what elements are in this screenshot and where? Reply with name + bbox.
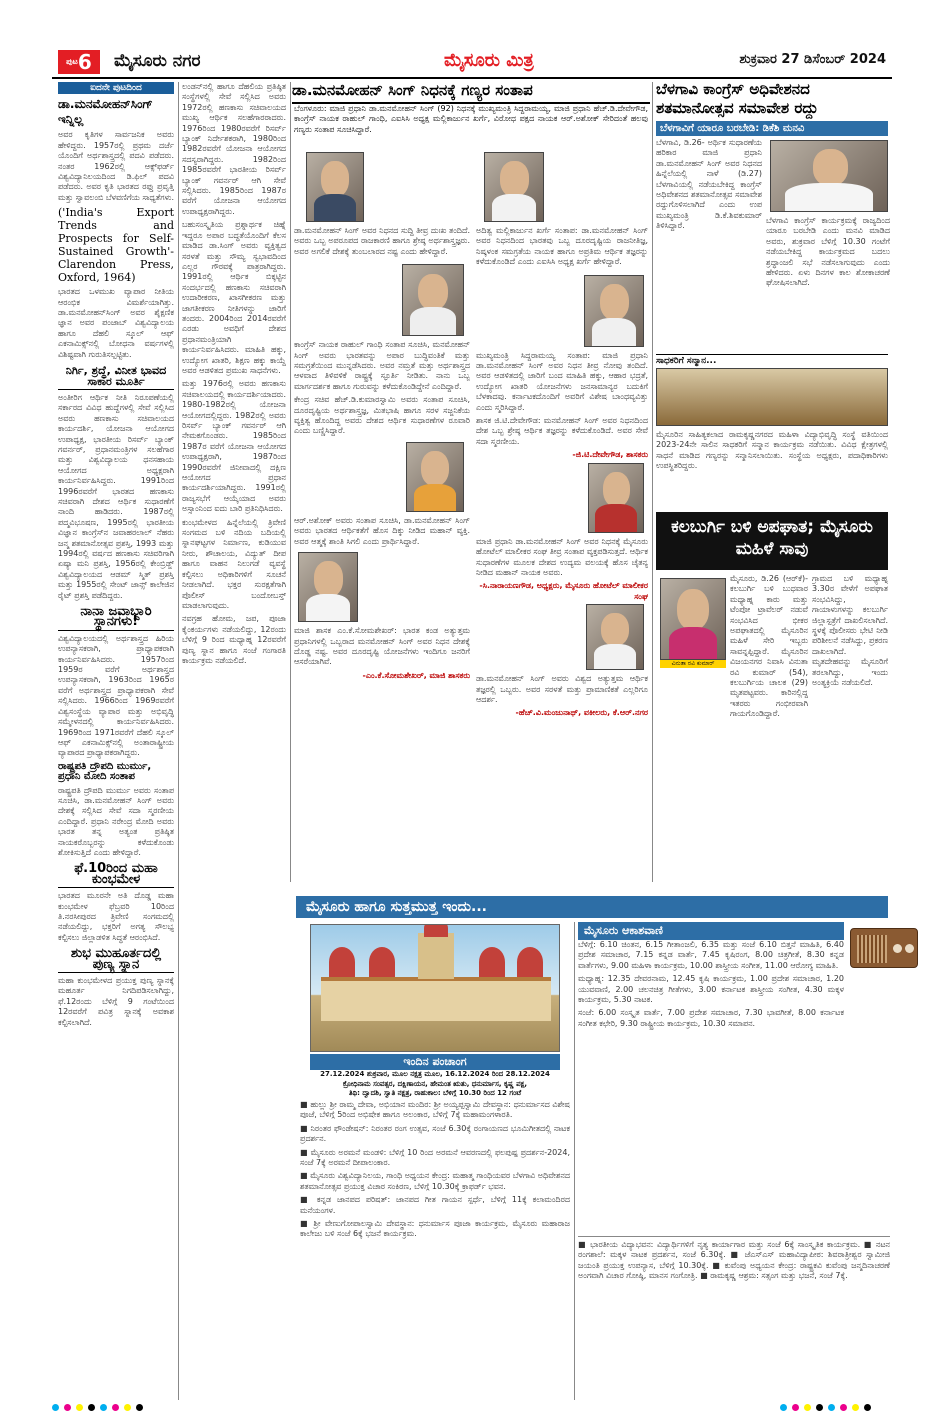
- continued-kicker: ಐದನೇ ಪುಟದಿಂದ: [58, 82, 174, 94]
- event-item: ■ ಮೈಸೂರು ಅರಮನೆ ಮಂಡಳಿ: ಬೆಳಿಗ್ಗೆ 10 ರಿಂದ ಅರಮನೆ ಆವರಣದಲ್ಲಿ ಫಲಪುಷ್ಪ ಪ್ರದರ್ಶನ-2024, ಸಂಜೆ 7ಕ್ಕೆ ಅರಮನೆ ದೀಪಾಲಂಕಾರ.: [300, 1147, 570, 1168]
- devegowda-condolence: ಡಾ.ಮನಮೋಹನ್ ಸಿಂಗ್ ಅವರ ನಿಧನದ ಸುದ್ದಿ ತೀವ್ರ ದುಃಖ ತಂದಿದೆ. ಅವರು ಒಬ್ಬ ಅಪರೂಪದ ರಾಜಕಾರಣಿ ಹಾಗೂ ಶ್ರೇಷ್ಠ ಅರ್ಥಶಾಸ್ತ್ರಜ್ಞರು. ಅವರ ಅಗಲಿಕೆ ದೇಶಕ್ಕೆ ತುಂಬಲಾರದ ನಷ್ಟ ಎಂದು ಹೇಳಿದ್ದಾರೆ.: [294, 226, 470, 256]
- radio-icon: [850, 928, 918, 968]
- photo-kharge: [484, 152, 544, 222]
- condolence-column-b: [476, 150, 648, 878]
- panchanga-details: [300, 1070, 570, 1099]
- holy-dip-paragraph: ಮಹಾ ಕುಂಭಮೇಳದ ಪ್ರಯುಕ್ತ ಪುಣ್ಯ ಸ್ನಾನಕ್ಕೆ ಮಹೂರ್ತ ನಿಗದಿಪಡಿಸಲಾಗಿದ್ದು, ಫೆ.12ರಂದು ಬೆಳಿಗ್ಗೆ 9 ಗಂಟೆಯಿಂದ 12ರವರೆಗೆ ಪವಿತ್ರ ಸ್ನಾನಕ್ಕೆ ಅವಕಾಶ ಕಲ್ಪಿಸಲಾಗಿದೆ.: [58, 976, 174, 1027]
- photo-victim: [660, 578, 726, 660]
- accident-paragraph-2: ಗ್ರಾಮದ ಬಳಿ ಮಧ್ಯಾಹ್ನ 3.30ರ ವೇಳೆಗೆ ಅಪಘಾತ ಸಂಭವಿಸಿದ್ದು, ಗಾಯಾಳುಗಳನ್ನು ಕಲಬುರ್ಗಿ ಜಿಲ್ಲಾಸ್ಪತ್ರೆಗೆ ದಾಖಲಿಸಲಾಗಿದೆ. ಸ್ಥಳಕ್ಕೆ ಪೊಲೀಸರು ಭೇಟಿ ನೀಡಿ ಪರಿಶೀಲನೆ ನಡೆಸಿದ್ದು, ಪ್ರಕರಣ ದಾಖಲಾಗಿದೆ. ಮೃತದೇಹವನ್ನು ಮೈಸೂರಿಗೆ ತರಲಾಗಿದ್ದು, ಇಂದು ಅಂತ್ಯಕ್ರಿಯೆ ನಡೆಯಲಿದೆ.: [812, 574, 888, 688]
- masthead: [52, 50, 892, 76]
- panchanga-title: ಇಂದಿನ ಪಂಚಾಂಗ: [310, 1054, 560, 1070]
- condolence-headline: ಡಾ.ಮನಮೋಹನ್ ಸಿಂಗ್ ನಿಧನಕ್ಕೆ ಗಣ್ಯರ ಸಂತಾಪ: [292, 80, 650, 104]
- somashekar-condolence: ಮಾಜಿ ಶಾಸಕ ಎಂ.ಕೆ.ಸೋಮಶೇಖರ್: ಭಾರತ ಕಂಡ ಅತ್ಯುತ್ತಮ ಪ್ರಧಾನಿಗಳಲ್ಲಿ ಒಬ್ಬರಾದ ಮನಮೋಹನ್ ಸಿಂಗ್ ಅವರ ನಿಧನ ದೇಶಕ್ಕೆ ದೊಡ್ಡ ನಷ್ಟ. ಅವರ ದೂರದೃಷ್ಟಿ ಯೋಜನೆಗಳು ಇಂದಿಗೂ ಜನರಿಗೆ ಆಸರೆಯಾಗಿವೆ.: [294, 626, 470, 667]
- book-title-quote: ('India's Export Trends and Prospects for Self-Sustained Growth'-Clarendon Press, Oxford, 1964): [58, 206, 174, 285]
- manjunath-condolence: ಡಾ.ಮನಮೋಹನ್ ಸಿಂಗ್ ಅವರು ವಿಶ್ವದ ಅತ್ಯುತ್ತಮ ಆರ್ಥಿಕ ತಜ್ಞರಲ್ಲಿ ಒಬ್ಬರು. ಅವರ ಸರಳತೆ ಮತ್ತು ಪ್ರಾಮಾಣಿಕತೆ ಎಲ್ಲರಿಗೂ ಆದರ್ಶ.: [476, 674, 648, 704]
- column-divider: [574, 922, 575, 1400]
- newspaper-name: ಮೈಸೂರು ಮಿತ್ರ: [444, 50, 534, 71]
- subheading-humility: ನಿರ್ಗಿ, ಶ್ರದ್ಧೆ, ವಿನೀತ ಭಾವದ ಸಾಕಾರ ಮೂರ್ತಿ: [58, 363, 174, 390]
- career-paragraph-3: ಮತ್ತು 1976ರಲ್ಲಿ ಅವರು ಹಣಕಾಸು ಸಚಿವಾಲಯದಲ್ಲಿ ಕಾರ್ಯದರ್ಶಿಯಾದರು. 1980-1982ರಲ್ಲಿ ಯೋಜನಾ ಆಯೋಗದಲ್ಲಿದ್ದರು. 1982ರಲ್ಲಿ ಅವರು ರಿಸರ್ವ್ ಬ್ಯಾಂಕ್ ಗವರ್ನರ್ ಆಗಿ ನೇಮಕಗೊಂಡರು. 1985ರಿಂದ 1987ರ ವರೆಗೆ ಯೋಜನಾ ಆಯೋಗದ ಉಪಾಧ್ಯಕ್ಷರಾಗಿ, 1987ರಿಂದ 1990ರವರೆಗೆ ಜಿನೀವಾದಲ್ಲಿ ದಕ್ಷಿಣ ಆಯೋಗದ ಪ್ರಧಾನ ಕಾರ್ಯದರ್ಶಿಯಾಗಿದ್ದರು. 1991ರಲ್ಲಿ ರಾಜ್ಯಸಭೆಗೆ ಆಯ್ಕೆಯಾದ ಅವರು ಅಸ್ಸಾಂನಿಂದ ಐದು ಬಾರಿ ಪ್ರತಿನಿಧಿಸಿದರು.: [182, 379, 286, 514]
- mysore-palace-image: [310, 924, 560, 1052]
- kumbhamela-headline: ಫೆ.10ರಿಂದ ಮಹಾ ಕುಂಭಮೇಳ: [58, 861, 174, 888]
- belagavi-column-b: [766, 216, 890, 350]
- akashvani-evening: ಸಂಜೆ: 6.00 ಸಂಸ್ಕೃತ ವಾರ್ತೆ, 7.00 ಪ್ರದೇಶ ಸಮಾಚಾರ, 7.30 ಭಾವಗೀತೆ, 8.00 ಕರ್ನಾಟಕ ಸಂಗೀತ ಕಛೇರಿ, 9.30 ರಾಷ್ಟ್ರೀಯ ಕಾರ್ಯಕ್ರಮ, 10.30 ಸಮಾಪನ.: [578, 1008, 844, 1028]
- condolence-lead: [294, 104, 648, 148]
- akashvani-morning: ಬೆಳಿಗ್ಗೆ: 6.10 ಚಿಂತನ, 6.15 ಗೀತಾಂಜಲಿ, 6.35 ಮತ್ತು ಸಂಜೆ 6.10 ಬಿತ್ತನೆ ಮಾಹಿತಿ, 6.40 ಪ್ರದೇಶ ಸಮಾಚಾರ, 7.15 ಕನ್ನಡ ವಾರ್ತೆ, 7.45 ಕೃಷಿರಂಗ, 8.00 ಚಿತ್ರಗೀತೆ, 8.30 ಕನ್ನಡ ವಾರ್ತೆಗಳು, 9.00 ಮಹಿಳಾ ಕಾರ್ಯಕ್ರಮ, 10.00 ಶಾಸ್ತ್ರೀಯ ಸಂಗೀತ, 11.00 ಆರೋಗ್ಯ ಮಾಹಿತಿ.: [578, 940, 844, 970]
- photo-somashekar: [298, 552, 358, 622]
- accident-paragraph-1: ಮೈಸೂರು, ಡಿ.26 (ಆರ್‌ಕೆ)- ಕಲಬುರ್ಗಿ ಬಳಿ ಬುಧವಾರ ಮಧ್ಯಾಹ್ನ ಕಾರು ಮತ್ತು ಟೆಂಪೋ ಟ್ರಾವೆಲರ್ ನಡುವೆ ಸಂಭವಿಸಿದ ಭೀಕರ ಅಪಘಾತದಲ್ಲಿ ಮೈಸೂರಿನ ಮಹಿಳೆ ಸೇರಿ ಇಬ್ಬರು ಸಾವನ್ನಪ್ಪಿದ್ದಾರೆ. ಮೈಸೂರಿನ ವಿಜಯನಗರ ನಿವಾಸಿ ವಿನುತಾ ರವಿ ಕುಮಾರ್ (54), ಕಲಬುರ್ಗಿಯ ಚಾಲಕ (29) ಮೃತಪಟ್ಟವರು. ಕಾರಿನಲ್ಲಿದ್ದ ಇತರರು ಗಂಭೀರವಾಗಿ ಗಾಯಗೊಂಡಿದ್ದಾರೆ.: [730, 574, 808, 719]
- accident-column-b: [812, 574, 888, 886]
- event-item: ■ ಹುಲ್ಲು ಶ್ರೀ ರಾಮ್ಮ ದೇವಾ, ಅಭಿಯಾನ ಮಂದಿರ: ಶ್ರೀ ಅಯ್ಯಪ್ಪಸ್ವಾಮಿ ದೇವಸ್ಥಾನ: ಧನುರ್ಮಾಸದ ವಿಶೇಷ ಪೂಜೆ, ಬೆಳಿಗ್ಗೆ 5ರಿಂದ ಅಭಿಷೇಕ ಹಾಗೂ ಅಲಂಕಾರ, ಬೆಳಿಗ್ಗೆ 7ಕ್ಕೆ ಮಹಾಮಂಗಳಾರತಿ.: [300, 1100, 570, 1120]
- obituary-headline: ಡಾ.ಮನಮೋಹನ್‌ಸಿಂಗ್ ಇನ್ನಿಲ್ಲ: [58, 97, 153, 127]
- event-item: ■ ನಿರಂತರ ಫೌಂಡೇಷನ್: ನಿರಂತರ ರಂಗ ಉತ್ಸವ, ಸಂಜೆ 6.30ಕ್ಕೆ ರಂಗಾಯಣದ ಭೂಮಿಗೀತದಲ್ಲಿ ನಾಟಕ ಪ್ರದರ್ಶನ.: [300, 1123, 570, 1144]
- registration-marks-right: [780, 1404, 871, 1412]
- condolence-column-a: [294, 150, 470, 878]
- akashvani-afternoon: ಮಧ್ಯಾಹ್ನ: 12.35 ದೇವರನಾಮ, 12.45 ಕೃಷಿ ಕಾರ್ಯಕ್ರಮ, 1.00 ಪ್ರದೇಶ ಸಮಾಚಾರ, 1.20 ಯುವವಾಣಿ, 2.00 ಚಲನಚಿತ್ರ ಗೀತೆಗಳು, 3.00 ಕರ್ನಾಟಕ ಶಾಸ್ತ್ರೀಯ ಸಂಗೀತ, 4.30 ಮಕ್ಕಳ ಕಾರ್ಯಕ್ರಮ, 5.30 ನಾಟಕ.: [578, 974, 844, 1005]
- column-1: [58, 82, 174, 1400]
- accident-column-a: [730, 574, 808, 886]
- belagavi-column-a: [656, 138, 762, 350]
- kumbhamela-paragraph: ಭಾರತದ ಮೂರನೇ ಅತಿ ದೊಡ್ಡ ಮಹಾ ಕುಂಭಮೇಳ ಫೆಬ್ರವರಿ 10ರಿಂದ ತಿ.ನರಸೀಪುರದ ತ್ರಿವೇಣಿ ಸಂಗಮದಲ್ಲಿ ನಡೆಯಲಿದ್ದು, ಭಕ್ತರಿಗೆ ಅಗತ್ಯ ಸೌಲಭ್ಯ ಕಲ್ಪಿಸಲು ಜಿಲ್ಲಾಡಳಿತ ಸಿದ್ಧತೆ ಆರಂಭಿಸಿದೆ.: [58, 891, 174, 942]
- victim-name-label: ವಿನುತಾ ರವಿ ಕುಮಾರ್: [660, 660, 726, 668]
- photo-felicitation-group: [656, 368, 888, 426]
- rahul-condolence: ಕಾಂಗ್ರೆಸ್ ನಾಯಕ ರಾಹುಲ್ ಗಾಂಧಿ ಸಂತಾಪ ಸೂಚಿಸಿ, ಮನಮೋಹನ್ ಸಿಂಗ್ ಅವರು ಭಾರತವನ್ನು ಅಪಾರ ಬುದ್ಧಿವಂತಿಕೆ ಮತ್ತು ಸಮಗ್ರತೆಯಿಂದ ಮುನ್ನಡೆಸಿದರು. ಅವರ ನಮ್ರತೆ ಮತ್ತು ಅರ್ಥಶಾಸ್ತ್ರದ ಆಳವಾದ ತಿಳಿವಳಿಕೆ ರಾಷ್ಟ್ರಕ್ಕೆ ಸ್ಫೂರ್ತಿ ನೀಡಿತು. ನಾನು ಒಬ್ಬ ಮಾರ್ಗದರ್ಶಕ ಹಾಗೂ ಗುರುವನ್ನು ಕಳೆದುಕೊಂಡಿದ್ದೇನೆ ಎಂದಿದ್ದಾರೆ.: [294, 340, 470, 391]
- kumbhamela-paragraph-2: ಕುಂಭಮೇಳದ ಹಿನ್ನೆಲೆಯಲ್ಲಿ ತ್ರಿವೇಣಿ ಸಂಗಮದ ಬಳಿ ನದಿಯ ಬದಿಯಲ್ಲಿ ಸ್ನಾನಘಟ್ಟಗಳ ನಿರ್ಮಾಣ, ಕುಡಿಯುವ ನೀರು, ಶೌಚಾಲಯ, ವಿದ್ಯುತ್ ದೀಪ ಹಾಗೂ ವಾಹನ ನಿಲುಗಡೆ ವ್ಯವಸ್ಥೆ ಕಲ್ಪಿಸಲು ಅಧಿಕಾರಿಗಳಿಗೆ ಸೂಚನೆ ನೀಡಲಾಗಿದೆ. ಭಕ್ತರ ಸುರಕ್ಷತೆಗಾಗಿ ಪೊಲೀಸ್ ಬಂದೋಬಸ್ತ್ ಮಾಡಲಾಗುವುದು.: [182, 517, 286, 610]
- event-item: ■ ಮೈಸೂರು ವಿಶ್ವವಿದ್ಯಾನಿಲಯ, ಗಾಂಧಿ ಅಧ್ಯಯನ ಕೇಂದ್ರ: ಮಹಾತ್ಮ ಗಾಂಧಿಯವರ ಬೆಳಗಾವಿ ಅಧಿವೇಶನದ ಶತಮಾನೋತ್ಸವ ಪ್ರಯುಕ್ತ ವಿಚಾರ ಸಂಕಿರಣ, ಬೆಳಿಗ್ಗೆ 10.30ಕ್ಕೆ ಕ್ರಾಫರ್ಡ್ ಭವನ.: [300, 1171, 570, 1191]
- narayanagowda-byline: -ಸಿ.ನಾರಾಯಣಗೌಡ, ಅಧ್ಯಕ್ಷರು, ಮೈಸೂರು ಹೋಟೆಲ್ ಮಾಲೀಕರ ಸಂಘ: [479, 581, 648, 601]
- belagavi-paragraph-1: ಬೆಳಗಾವಿ, ಡಿ.26- ಅರ್ಥಿಕ ಸುಧಾರಣೆಯ ಹರಿಕಾರ ಮಾಜಿ ಪ್ರಧಾನಿ ಡಾ.ಮನಮೋಹನ್ ಸಿಂಗ್ ಅವರ ನಿಧನದ ಹಿನ್ನೆಲೆಯಲ್ಲಿ ನಾಳೆ (ಡಿ.27) ಬೆಳಗಾವಿಯಲ್ಲಿ ನಡೆಯಬೇಕಿದ್ದ ಕಾಂಗ್ರೆಸ್ ಅಧಿವೇಶನದ ಶತಮಾನೋತ್ಸವ ಸಮಾವೇಶ ರದ್ದುಗೊಳಿಸಲಾಗಿದೆ ಎಂದು ಉಪ ಮುಖ್ಯಮಂತ್ರಿ ಡಿ.ಕೆ.ಶಿವಕುಮಾರ್ ತಿಳಿಸಿದ್ದಾರೆ.: [656, 138, 762, 231]
- kumaraswamy-condolence: ಕೇಂದ್ರ ಸಚಿವ ಹೆಚ್.ಡಿ.ಕುಮಾರಸ್ವಾಮಿ ಅವರು ಸಂತಾಪ ಸೂಚಿಸಿ, ದೂರದೃಷ್ಟಿಯ ಅರ್ಥಶಾಸ್ತ್ರಜ್ಞ, ಮಿತಭಾಷಿ ಹಾಗೂ ಸರಳ ಸಜ್ಜನಿಕೆಯ ವ್ಯಕ್ತಿತ್ವ ಹೊಂದಿದ್ದ ಅವರು ದೇಶದ ಆರ್ಥಿಕ ಸುಧಾರಣೆಗಳ ರೂವಾರಿ ಎಂದು ಬಣ್ಣಿಸಿದ್ದಾರೆ.: [294, 395, 470, 436]
- ashok-condolence: ಆರ್.ಅಶೋಕ್ ಅವರು ಸಂತಾಪ ಸೂಚಿಸಿ, ಡಾ.ಮನಮೋಹನ್ ಸಿಂಗ್ ಅವರು ಭಾರತದ ಆರ್ಥಿಕತೆಗೆ ಹೊಸ ದಿಕ್ಕು ನೀಡಿದ ಮಹಾನ್ ವ್ಯಕ್ತಿ. ಅವರ ಆತ್ಮಕ್ಕೆ ಶಾಂತಿ ಸಿಗಲಿ ಎಂದು ಪ್ರಾರ್ಥಿಸಿದ್ದಾರೆ.: [294, 515, 470, 546]
- obituary-paragraph-3: ಅಂತೀರಿಗ ಆರ್ಥಿಕ ನೀತಿ ನಿರೂಪಣೆಯಲ್ಲಿ ಸರ್ಕಾರದ ವಿವಿಧ ಹುದ್ದೆಗಳಲ್ಲಿ ಸೇವೆ ಸಲ್ಲಿಸಿದ ಅವರು ಹಣಕಾಸು ಸಚಿವಾಲಯದ ಕಾರ್ಯದರ್ಶಿ, ಯೋಜನಾ ಆಯೋಗದ ಉಪಾಧ್ಯಕ್ಷ, ಭಾರತೀಯ ರಿಸರ್ವ್ ಬ್ಯಾಂಕ್ ಗವರ್ನರ್, ಪ್ರಧಾನಮಂತ್ರಿಗಳ ಸಲಹೆಗಾರ ಮತ್ತು ವಿಶ್ವವಿದ್ಯಾಲಯ ಧನಸಹಾಯ ಆಯೋಗದ ಅಧ್ಯಕ್ಷರಾಗಿ ಕಾರ್ಯನಿರ್ವಹಿಸಿದ್ದರು. 1991ರಿಂದ 1996ರವರೆಗೆ ಭಾರತದ ಹಣಕಾಸು ಸಚಿವರಾಗಿ ದೇಶದ ಆರ್ಥಿಕ ಸುಧಾರಣೆಗೆ ನಾಂದಿ ಹಾಡಿದರು. 1987ರಲ್ಲಿ ಪದ್ಮವಿಭೂಷಣ, 1995ರಲ್ಲಿ ಭಾರತೀಯ ವಿಜ್ಞಾನ ಕಾಂಗ್ರೆಸ್‌ನ ಜವಾಹರಲಾಲ್ ನೆಹರು ಜನ್ಮ ಶತಮಾನೋತ್ಸವ ಪ್ರಶಸ್ತಿ, 1993 ಮತ್ತು 1994ರಲ್ಲಿ ವರ್ಷದ ಹಣಕಾಸು ಸಚಿವರಿಗಾಗಿ ಏಷ್ಯಾ ಮನಿ ಪ್ರಶಸ್ತಿ, 1956ರಲ್ಲಿ ಕೇಂಬ್ರಿಡ್ಜ್ ವಿಶ್ವವಿದ್ಯಾಲಯದ ಆಡಮ್ ಸ್ಮಿತ್ ಪ್ರಶಸ್ತಿ ಮತ್ತು 1955ರಲ್ಲಿ ಸೇಂಟ್ ಜಾನ್ಸ್ ಕಾಲೇಜಿನ ರೈಟ್ ಪ್ರಶಸ್ತಿ ಪಡೆದಿದ್ದರು.: [58, 392, 174, 600]
- photo-devegowda: [306, 152, 364, 222]
- panchanga-line-3: ತಿಥಿ: ದ್ವಾದಶಿ, ಸ್ವಾತಿ ನಕ್ಷತ್ರ, ರಾಹುಕಾಲ: ಬೆಳಿಗ್ಗೆ 10.30 ರಿಂದ 12 ಗಂಟೆ: [348, 1089, 522, 1097]
- holy-dip-paragraph-2: ನವಗ್ರಹ ಹೋಮ, ಜಪ, ಪೂಜಾ ಕೈಂಕರ್ಯಗಳು ನಡೆಯಲಿದ್ದು, 12ರಂದು ಬೆಳಿಗ್ಗೆ 9 ರಿಂದ ಮಧ್ಯಾಹ್ನ 12ರವರೆಗೆ ಪುಣ್ಯ ಸ್ನಾನ ಹಾಗೂ ಸಂಜೆ ಗಂಗಾರತಿ ಕಾರ್ಯಕ್ರಮ ನಡೆಯಲಿದೆ.: [182, 614, 286, 665]
- column-divider: [290, 82, 291, 882]
- event-item: ■ ಕನ್ನಡ ಜಾನಪದ ಪರಿಷತ್: ಜಾನಪದ ಗೀತ ಗಾಯನ ಸ್ಪರ್ಧೆ, ಬೆಳಿಗ್ಗೆ 11ಕ್ಕೆ ಕಲಾಮಂದಿರದ ಮನೆಯಂಗಳ.: [300, 1195, 570, 1215]
- belagavi-strap: ಬೆಳಗಾವಿಗೆ ಯಾರೂ ಬರಬೇಡಿ: ಡಿಕೆಶಿ ಮನವಿ: [656, 121, 888, 136]
- photo-dk-shivakumar: [770, 140, 888, 212]
- somashekar-byline: -ಎಂ.ಕೆ.ಸೋಮಶೇಖರ್, ಮಾಜಿ ಶಾಸಕರು: [362, 670, 470, 680]
- bottom-right-events: [578, 1236, 890, 1400]
- felicitation-caption: [656, 430, 888, 506]
- today-events: [300, 1100, 570, 1400]
- gtdevegowda-condolence: ಶಾಸಕ ಜಿ.ಟಿ.ದೇವೇಗೌಡ: ಮನಮೋಹನ್ ಸಿಂಗ್ ಅವರ ನಿಧನದಿಂದ ದೇಶ ಒಬ್ಬ ಶ್ರೇಷ್ಠ ಆರ್ಥಿಕ ತಜ್ಞರನ್ನು ಕಳೆದುಕೊಂಡಿದೆ. ಅವರ ಸೇವೆ ಸದಾ ಸ್ಮರಣೀಯ.: [476, 416, 648, 446]
- condolence-lead-text: ಬೆಂಗಳೂರು: ಮಾಜಿ ಪ್ರಧಾನಿ ಡಾ.ಮನಮೋಹನ್ ಸಿಂಗ್ (92) ನಿಧನಕ್ಕೆ ಮುಖ್ಯಮಂತ್ರಿ ಸಿದ್ದರಾಮಯ್ಯ, ಮಾಜಿ ಪ್ರಧಾನಿ ಹೆಚ್.ಡಿ.ದೇವೇಗೌಡ, ಕಾಂಗ್ರೆಸ್ ನಾಯಕ ರಾಹುಲ್ ಗಾಂಧಿ, ಎಐಸಿಸಿ ಅಧ್ಯಕ್ಷ ಮಲ್ಲಿಕಾರ್ಜುನ ಖರ್ಗೆ, ವಿರೋಧ ಪಕ್ಷದ ನಾಯಕ ಆರ್.ಅಶೋಕ್ ಸೇರಿದಂತೆ ಹಲವು ಗಣ್ಯರು ಸಂತಾಪ ಸೂಚಿಸಿದ್ದಾರೆ.: [294, 104, 648, 134]
- photo-narayanagowda: [588, 463, 644, 533]
- today-banner: ಮೈಸೂರು ಹಾಗೂ ಸುತ್ತಮುತ್ತ ಇಂದು...: [296, 896, 888, 918]
- obituary-paragraph-5: ರಾಷ್ಟ್ರಪತಿ ದ್ರೌಪದಿ ಮುರ್ಮು ಅವರು ಸಂತಾಪ ಸೂಚಿಸಿ, ಡಾ.ಮನಮೋಹನ್ ಸಿಂಗ್ ಅವರು ದೇಶಕ್ಕೆ ಸಲ್ಲಿಸಿದ ಸೇವೆ ಸದಾ ಸ್ಮರಣೀಯ ಎಂದಿದ್ದಾರೆ. ಪ್ರಧಾನಿ ನರೇಂದ್ರ ಮೋದಿ ಅವರು ಭಾರತ ತನ್ನ ಅತ್ಯಂತ ಪ್ರತಿಷ್ಠಿತ ನಾಯಕರೊಬ್ಬರನ್ನು ಕಳೆದುಕೊಂಡು ಶೋಕಿಸುತ್ತಿದೆ ಎಂದು ಹೇಳಿದ್ದಾರೆ.: [58, 785, 174, 857]
- subheading-positions: ನಾನಾ ಜವಾಬ್ದಾರಿ ಸ್ಥಾನಗಳು!: [58, 604, 174, 631]
- panchanga-line-1: 27.12.2024 ಶುಕ್ರವಾರ, ಮೂಲ ನಕ್ಷತ್ರ ಮೂಲ, 16.12.2024 ರಿಂದ 28.12.2024: [320, 1070, 550, 1078]
- career-paragraph-1: ಲಂಡನ್‌ನಲ್ಲಿ ಹಾಗೂ ದೆಹಲಿಯ ಪ್ರತಿಷ್ಠಿತ ಸಂಸ್ಥೆಗಳಲ್ಲಿ ಸೇವೆ ಸಲ್ಲಿಸಿದ ಅವರು 1972ರಲ್ಲಿ ಹಣಕಾಸು ಸಚಿವಾಲಯದ ಮುಖ್ಯ ಆರ್ಥಿಕ ಸಲಹೆಗಾರರಾದರು. 1976ರಿಂದ 1980ರವರೆಗೆ ರಿಸರ್ವ್ ಬ್ಯಾಂಕ್ ನಿರ್ದೇಶಕರಾಗಿ, 1980ರಿಂದ 1982ರವರೆಗೆ ಯೋಜನಾ ಆಯೋಗದ ಸದಸ್ಯರಾಗಿದ್ದರು. 1982ರಿಂದ 1985ರವರೆಗೆ ಭಾರತೀಯ ರಿಸರ್ವ್ ಬ್ಯಾಂಕ್ ಗವರ್ನರ್ ಆಗಿ ಸೇವೆ ಸಲ್ಲಿಸಿದರು. 1985ರಿಂದ 1987ರ ವರೆಗೆ ಯೋಜನಾ ಆಯೋಗದ ಉಪಾಧ್ಯಕ್ಷರಾಗಿದ್ದರು.: [182, 82, 286, 216]
- page-number-badge: [58, 50, 100, 74]
- career-paragraph-2: ಬಹುಸಂಸ್ಕೃತಿಯ ಪ್ರಶ್ನಾರ್ಥಕ ಚಿಹ್ನೆ ಇದ್ದರೂ ಅಪಾರ ಬದ್ಧತೆಯೊಂದಿಗೆ ಕೆಲಸ ಮಾಡಿದ ಡಾ.ಸಿಂಗ್ ಅವರು ವ್ಯಕ್ತಿತ್ವದ ಸರಳತೆ ಮತ್ತು ಸೌಮ್ಯ ಸ್ವಭಾವದಿಂದ ಎಲ್ಲರ ಗೌರವಕ್ಕೆ ಪಾತ್ರರಾಗಿದ್ದರು. 1991ರಲ್ಲಿ ಆರ್ಥಿಕ ಬಿಕ್ಕಟ್ಟಿನ ಸಂದರ್ಭದಲ್ಲಿ ಹಣಕಾಸು ಸಚಿವರಾಗಿ ಉದಾರೀಕರಣ, ಖಾಸಗೀಕರಣ ಮತ್ತು ಜಾಗತೀಕರಣ ನೀತಿಗಳನ್ನು ಜಾರಿಗೆ ತಂದರು. 2004ರಿಂದ 2014ರವರೆಗೆ ಎರಡು ಅವಧಿಗೆ ದೇಶದ ಪ್ರಧಾನಮಂತ್ರಿಯಾಗಿ ಕಾರ್ಯನಿರ್ವಹಿಸಿದರು. ಮಾಹಿತಿ ಹಕ್ಕು, ಉದ್ಯೋಗ ಖಾತರಿ, ಶಿಕ್ಷಣ ಹಕ್ಕು ಕಾಯ್ದೆ ಅವರ ಆಡಳಿತದ ಪ್ರಮುಖ ಸಾಧನೆಗಳು.: [182, 220, 286, 375]
- obituary-paragraph-1: ಅವರ ಕೃತಿಗಳ ಸಾರ್ವಜನಿಕ ಅವರು ಹೇಳಿದ್ದರು. 1957ರಲ್ಲಿ ಪ್ರಥಮ ದರ್ಜೆ ಯೊಂದಿಗೆ ಅರ್ಥಶಾಸ್ತ್ರದಲ್ಲಿ ಪದವಿ ಪಡೆದರು. ನಂತರ 1962ರಲ್ಲಿ ಆಕ್ಸ್‌ಫರ್ಡ್ ವಿಶ್ವವಿದ್ಯಾನಿಲಯದಿಂದ ಡಿ.ಫಿಲ್ ಪದವಿ ಪಡೆದರು. ಅವರ ಕೃತಿ ಭಾರತದ ರಫ್ತು ಪ್ರವೃತ್ತಿ ಮತ್ತು ಸ್ವಾವಲಂಬಿ ಬೆಳವಣಿಗೆಯ ಸಾಧ್ಯತೆಗಳು.: [58, 130, 174, 202]
- felicitation-caption-text: ಮೈಸೂರಿನ ಸಾಹಿತ್ಯಕಲಾದ ರಾಮಕೃಷ್ಣನಗರದ ಮಹಿಳಾ ವಿದ್ಯಾಭಿವೃದ್ಧಿ ಸಂಸ್ಥೆ ವತಿಯಿಂದ 2023-24ನೇ ಸಾಲಿನ ಸಾಧಕರಿಗೆ ಸನ್ಮಾನ ಕಾರ್ಯಕ್ರಮ ನಡೆಯಿತು. ವಿವಿಧ ಕ್ಷೇತ್ರಗಳಲ್ಲಿ ಸಾಧನೆ ಮಾಡಿದ ಗಣ್ಯರನ್ನು ಸನ್ಮಾನಿಸಲಾಯಿತು. ಸಂಸ್ಥೆಯ ಅಧ್ಯಕ್ಷರು, ಪದಾಧಿಕಾರಿಗಳು ಉಪಸ್ಥಿತರಿದ್ದರು.: [656, 430, 888, 471]
- kharge-condolence: ಅದಿತ್ವ ಮಲ್ಲಿಕಾರ್ಜುನ ಖರ್ಗೆ ಸಂತಾಪ: ಡಾ.ಮನಮೋಹನ್ ಸಿಂಗ್ ಅವರ ನಿಧನದಿಂದ ಭಾರತವು ಒಬ್ಬ ದೂರದೃಷ್ಟಿಯ ರಾಜನೀತಿಜ್ಞ, ನಿಷ್ಕಳಂಕ ಸಮಗ್ರತೆಯ ನಾಯಕ ಹಾಗೂ ಅಪ್ರತಿಮ ಆರ್ಥಿಕ ತಜ್ಞರನ್ನು ಕಳೆದುಕೊಂಡಿದೆ ಎಂದು ಎಐಸಿಸಿ ಅಧ್ಯಕ್ಷ ಖರ್ಗೆ ಹೇಳಿದ್ದಾರೆ.: [476, 226, 648, 267]
- manjunath-byline: -ಹೆಚ್.ವಿ.ಮಂಜುನಾಥ್, ವಕೀಲರು, ಕೆ.ಆರ್.ನಗರ: [515, 708, 648, 718]
- holy-dip-headline: ಶುಭ ಮುಹೂರ್ತದಲ್ಲಿ ಪುಣ್ಯ ಸ್ನಾನ: [58, 946, 174, 973]
- obituary-paragraph-4: ವಿಶ್ವವಿದ್ಯಾಲಯದಲ್ಲಿ ಅರ್ಥಶಾಸ್ತ್ರದ ಹಿರಿಯ ಉಪನ್ಯಾಸಕರಾಗಿ, ಪ್ರಾಧ್ಯಾಪಕರಾಗಿ ಕಾರ್ಯನಿರ್ವಹಿಸಿದರು. 1957ರಿಂದ 1959ರ ವರೆಗೆ ಅರ್ಥಶಾಸ್ತ್ರದ ಉಪನ್ಯಾಸಕರಾಗಿ, 1963ರಿಂದ 1965ರ ವರೆಗೆ ಅರ್ಥಶಾಸ್ತ್ರದ ಪ್ರಾಧ್ಯಾಪಕರಾಗಿ ಸೇವೆ ಸಲ್ಲಿಸಿದರು. 1966ರಿಂದ 1969ರವರೆಗೆ ವಿಶ್ವಸಂಸ್ಥೆಯ ವ್ಯಾಪಾರ ಮತ್ತು ಅಭಿವೃದ್ಧಿ ಸಮ್ಮೇಳನದಲ್ಲಿ ಕಾರ್ಯನಿರ್ವಹಿಸಿದರು. 1969ರಿಂದ 1971ರವರೆಗೆ ದೆಹಲಿ ಸ್ಕೂಲ್ ಆಫ್ ಎಕನಾಮಿಕ್ಸ್‌ನಲ್ಲಿ ಅಂತಾರಾಷ್ಟ್ರೀಯ ವ್ಯಾಪಾರದ ಪ್ರಾಧ್ಯಾಪಕರಾಗಿದ್ದರು.: [58, 633, 174, 758]
- obituary-paragraph-2: ಭಾರತದ ಒಳಮುಖ ವ್ಯಾಪಾರ ನೀತಿಯ ಆರಂಭಿಕ ವಿಮರ್ಶೆಯಾಗಿತ್ತು. ಡಾ.ಮನಮೋಹನ್‌ಸಿಂಗ್ ಅವರ ಶೈಕ್ಷಣಿಕ ಜ್ಞಾನ ಅವರ ಪಂಜಾಬ್ ವಿಶ್ವವಿದ್ಯಾಲಯ ಹಾಗೂ ದೆಹಲಿ ಸ್ಕೂಲ್ ಆಫ್ ಎಕನಾಮಿಕ್ಸ್‌ನಲ್ಲಿ ಬೋಧನಾ ವರ್ಷಗಳಲ್ಲಿ ವಿಶಿಷ್ಟವಾಗಿ ಗುರುತಿಸಲ್ಪಟ್ಟಿತು.: [58, 287, 174, 359]
- section-title: ಮೈಸೂರು ನಗರ: [114, 51, 201, 71]
- edition-date: ಶುಕ್ರವಾರ 27 ಡಿಸೆಂಬರ್ 2024: [739, 52, 886, 67]
- belagavi-headline: ಬೆಳಗಾವಿ ಕಾಂಗ್ರೆಸ್ ಅಧಿವೇಶನದ ಶತಮಾನೋತ್ಸವ ಸಮಾವೇಶ ರದ್ದು: [656, 80, 819, 117]
- page-label: ಪುಟ: [66, 57, 78, 66]
- panchanga-line-2: ಕ್ರೋಧಿನಾಮ ಸಂವತ್ಸರ, ದಕ್ಷಿಣಾಯನ, ಹೇಮಂತ ಋತು, ಧನುರ್ಮಾಸ, ಕೃಷ್ಣ ಪಕ್ಷ,: [342, 1079, 528, 1088]
- photo-rahul-gandhi: [402, 264, 464, 336]
- registration-marks-left: [52, 1404, 143, 1412]
- page-number: 6: [77, 50, 92, 74]
- akashvani-title: ಮೈಸೂರು ಆಕಾಶವಾಣಿ: [578, 922, 844, 940]
- column-2: [182, 82, 286, 1400]
- subheading-president-pm: ರಾಷ್ಟ್ರಪತಿ ದ್ರೌಪದಿ ಮುರ್ಮು, ಪ್ರಧಾನಿ ಮೋದಿ ಸಂತಾಪ: [58, 760, 152, 783]
- akashvani-schedule: [578, 940, 844, 1230]
- narayanagowda-condolence: ಮಾಜಿ ಪ್ರಧಾನಿ ಡಾ.ಮನಮೋಹನ್ ಸಿಂಗ್ ಅವರ ನಿಧನಕ್ಕೆ ಮೈಸೂರು ಹೋಟೆಲ್ ಮಾಲೀಕರ ಸಂಘ ತೀವ್ರ ಸಂತಾಪ ವ್ಯಕ್ತಪಡಿಸುತ್ತದೆ. ಆರ್ಥಿಕ ಸುಧಾರಣೆಗಳ ಮೂಲಕ ದೇಶದ ಉದ್ಯಮ ವಲಯಕ್ಕೆ ಹೊಸ ಚೈತನ್ಯ ನೀಡಿದ ಮಹಾನ್ ನಾಯಕ ಅವರು.: [476, 536, 648, 577]
- accident-headline: ಕಲಬುರ್ಗಿ ಬಳಿ ಅಪಘಾತ; ಮೈಸೂರು ಮಹಿಳೆ ಸಾವು: [656, 512, 888, 570]
- column-divider: [178, 82, 179, 1400]
- felicitation-caption-head: ಸಾಧಕರಿಗೆ ಸನ್ಮಾನ...: [656, 354, 888, 367]
- belagavi-paragraph-2: ಬೆಳಗಾವಿ ಕಾಂಗ್ರೆಸ್ ಕಾರ್ಯಕ್ರಮಕ್ಕೆ ರಾಜ್ಯದಿಂದ ಯಾರೂ ಬರಬೇಡಿ ಎಂದು ಮನವಿ ಮಾಡಿದ ಅವರು, ಶುಕ್ರವಾರ ಬೆಳಿಗ್ಗೆ 10.30 ಗಂಟೆಗೆ ನಡೆಯಬೇಕಿದ್ದ ಕಾರ್ಯಕ್ರಮದ ಬದಲು ಶ್ರದ್ಧಾಂಜಲಿ ಸಭೆ ನಡೆಸಲಾಗುವುದು ಎಂದು ಹೇಳಿದರು. ಏಳು ದಿನಗಳ ಕಾಲ ಶೋಕಾಚರಣೆ ಘೋಷಿಸಲಾಗಿದೆ.: [766, 216, 890, 288]
- column-divider: [652, 82, 653, 882]
- gtdevegowda-byline: -ಜಿ.ಟಿ.ದೇವೇಗೌಡ, ಶಾಸಕರು: [572, 450, 648, 460]
- photo-ashok: [406, 442, 464, 512]
- event-item: ■ ಶ್ರೀ ವೇಣುಗೋಪಾಲಸ್ವಾಮಿ ದೇವಸ್ಥಾನ: ಧನುರ್ಮಾಸ ಪೂಜಾ ಕಾರ್ಯಕ್ರಮ, ಮೈಸೂರು ಮಹಾರಾಜ ಕಾಲೇಜು ಬಳಿ ಸಂಜೆ 6ಕ್ಕೆ ಭಜನೆ ಕಾರ್ಯಕ್ರಮ.: [300, 1219, 570, 1239]
- photo-siddaramaiah: [584, 275, 644, 347]
- masthead-rule: [52, 77, 892, 79]
- bottom-right-events-text: ■ ಭಾರತೀಯ ವಿದ್ಯಾಭವನ: ವಿದ್ಯಾರ್ಥಿಗಳಿಗೆ ನೃತ್ಯ ಕಾರ್ಯಾಗಾರ ಮತ್ತು ಸಂಜೆ 6ಕ್ಕೆ ಸಾಂಸ್ಕೃತಿಕ ಕಾರ್ಯಕ್ರಮ. ■ ನಟನ ರಂಗಶಾಲೆ: ಮಕ್ಕಳ ನಾಟಕ ಪ್ರದರ್ಶನ, ಸಂಜೆ 6.30ಕ್ಕೆ. ■ ಜೆಎಸ್‌ಎಸ್ ಮಹಾವಿದ್ಯಾಪೀಠ: ಶಿವರಾತ್ರೀಶ್ವರ ಸ್ವಾಮೀಜಿ ಜಯಂತಿ ಪ್ರಯುಕ್ತ ಉಪನ್ಯಾಸ, ಬೆಳಿಗ್ಗೆ 10.30ಕ್ಕೆ. ■ ಕುವೆಂಪು ಅಧ್ಯಯನ ಕೇಂದ್ರ: ರಾಷ್ಟ್ರಕವಿ ಕುವೆಂಪು ಜನ್ಮದಿನಾಚರಣೆ ಅಂಗವಾಗಿ ವಿಚಾರ ಗೋಷ್ಠಿ, ಮಾನಸ ಗಂಗೋತ್ರಿ. ■ ರಾಮಕೃಷ್ಣ ಆಶ್ರಮ: ಸತ್ಸಂಗ ಮತ್ತು ಭಜನೆ, ಸಂಜೆ 7ಕ್ಕೆ.: [578, 1240, 890, 1281]
- cm-condolence: ಮುಖ್ಯಮಂತ್ರಿ ಸಿದ್ದರಾಮಯ್ಯ ಸಂತಾಪ: ಮಾಜಿ ಪ್ರಧಾನಿ ಡಾ.ಮನಮೋಹನ್ ಸಿಂಗ್ ಅವರ ನಿಧನ ತೀವ್ರ ನೋವು ತಂದಿದೆ. ಅವರ ಆಡಳಿತದಲ್ಲಿ ಜಾರಿಗೆ ಬಂದ ಮಾಹಿತಿ ಹಕ್ಕು, ಆಹಾರ ಭದ್ರತೆ, ಉದ್ಯೋಗ ಖಾತರಿ ಯೋಜನೆಗಳು ಜನಸಾಮಾನ್ಯರ ಬದುಕಿಗೆ ಬೆಳಕಾದವು. ಕರ್ನಾಟಕದೊಂದಿಗೆ ಅವರಿಗೆ ವಿಶೇಷ ಬಾಂಧವ್ಯವಿತ್ತು ಎಂದು ಸ್ಮರಿಸಿದ್ದಾರೆ.: [476, 350, 648, 412]
- photo-manjunath: [586, 604, 644, 670]
